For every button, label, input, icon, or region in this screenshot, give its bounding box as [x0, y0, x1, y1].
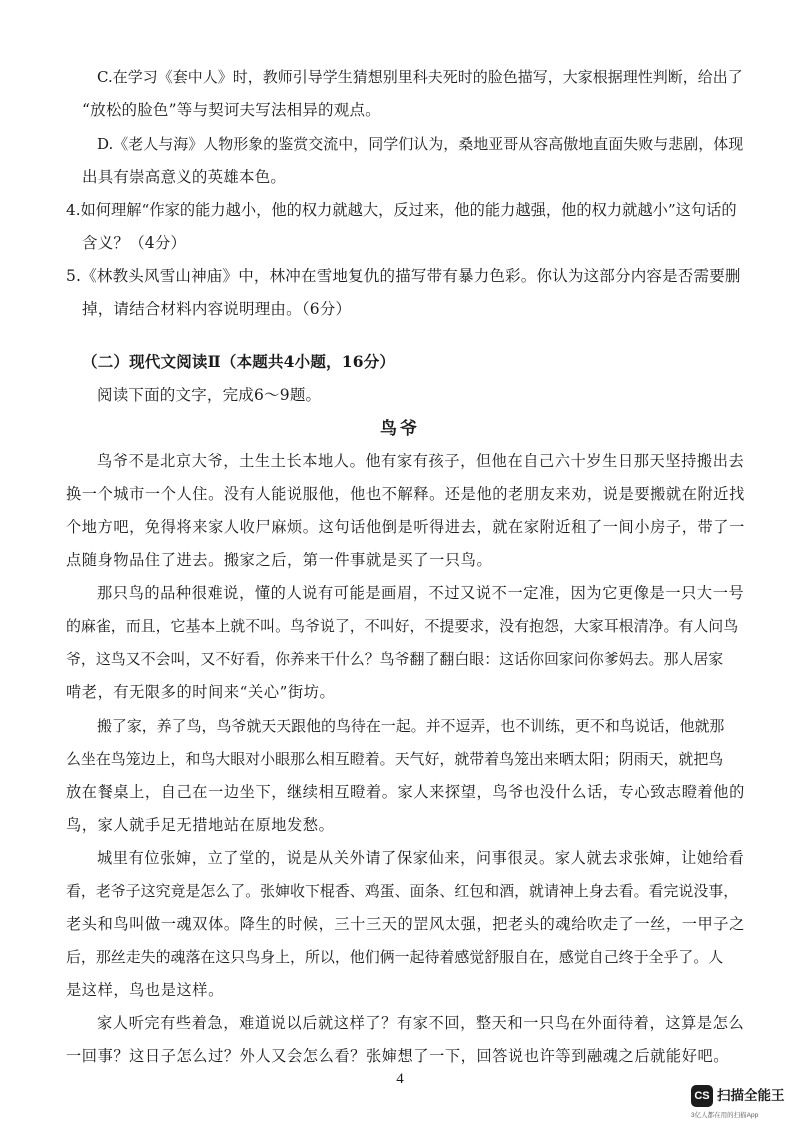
story-line: 一回事？这日子怎么过？外人又会怎么看？张婶想了一下，回答说也许等到融魂之后就能好吧。 [66, 1047, 730, 1065]
story-line: 看，老爷子这究竟是怎么了。张婶收下棍香、鸡蛋、面条、红包和酒，就请神上身去看。看完说没事， [66, 882, 739, 900]
story-line: 鸟，家人就手足无措地站在原地发愁。 [66, 816, 335, 834]
story-line: 放在餐桌上，自己在一边坐下，继续相互瞪着。家人来探望，鸟爷也没什么话，专心致志瞪着他的 [66, 783, 745, 801]
story-line: 老头和鸟叫做一魂双体。降生的时候，三十三天的罡风太强，把老头的魂给吹走了一丝，一甲子之 [66, 915, 745, 933]
story-line: 的麻雀，而且，它基本上就不叫。鸟爷说了，不叫好，不提要求，没有抱怨，大家耳根清净。有人问鸟 [66, 617, 739, 635]
story-line: 啃老，有无限多的时间来“关心”街坊。 [66, 683, 336, 701]
story-line: 换一个城市一个人住。没有人能说服他，他也不解释。还是他的老朋友来劝，说是要搬就在附近找 [66, 485, 745, 503]
page-number: 4 [396, 1071, 404, 1087]
option-d-line-1: D.《老人与海》人物形象的鉴赏交流中，同学们认为，桑地亚哥从容高傲地直面失败与悲剧，体现 [97, 135, 744, 153]
story-line: 城里有位张婶，立了堂的，说是从关外请了保家仙来，问事很灵。家人就去求张婶，让她给看 [97, 849, 745, 867]
section-heading: （二）现代文阅读Ⅱ（本题共4小题，16分） [82, 352, 396, 371]
question-5-line-1: 5.《林教头风雪山神庙》中，林冲在雪地复仇的描写带有暴力色彩。你认为这部分内容是否需要删 [66, 267, 741, 285]
story-line: 个地方吧，免得将来家人收尸麻烦。这句话他倒是听得进去，就在家附近租了一间小房子，带了一 [66, 518, 745, 536]
story-line: 后，那丝走失的魂落在这只鸟身上，所以，他们俩一起待着感觉舒服自在，感觉自己终于全乎了。人 [66, 948, 724, 966]
cs-logo-icon: CS [691, 1085, 713, 1107]
question-4-line-2: 含义？（4分） [82, 234, 187, 252]
option-c-line-1: C.在学习《套中人》时，教师引导学生猜想别里科夫死时的脸色描写，大家根据理性判断，给出了 [97, 68, 743, 86]
question-5-line-2: 掉，请结合材料内容说明理由。（6分） [82, 300, 352, 318]
brand-tagline: 3亿人都在用的扫描App [691, 1112, 759, 1119]
story-line: 爷，这鸟又不会叫，又不好看，你养来干什么？鸟爷翻了翻白眼：这话你回家问你爹妈去。那人居家 [66, 650, 724, 668]
story-line: 是这样，鸟也是这样。 [66, 981, 224, 999]
scanner-watermark [691, 1085, 800, 1125]
option-d-line-2: 出具有崇高意义的英雄本色。 [82, 168, 287, 186]
brand-name: 扫描全能王 [717, 1088, 785, 1103]
question-4-line-1: 4.如何理解“作家的能力越小，他的权力就越大，反过来，他的能力越强，他的权力就越小”这句话的 [66, 201, 737, 219]
story-line: 家人听完有些着急，难道说以后就这样了？有家不回，整天和一只鸟在外面待着，这算是怎么 [97, 1014, 745, 1032]
story-line: 搬了家，养了鸟，鸟爷就天天跟他的鸟待在一起。并不逗弄，也不训练，更不和鸟说话，他就那 [97, 717, 725, 735]
section-instruction: 阅读下面的文字，完成6～9题。 [97, 386, 322, 404]
story-line: 鸟爷不是北京大爷，土生土长本地人。他有家有孩子，但他在自己六十岁生日那天坚持搬出去 [97, 452, 745, 470]
story-line: 那只鸟的品种很难说，懂的人说有可能是画眉，不过又说不一定准，因为它更像是一只大一号 [97, 584, 745, 602]
option-c-line-2: “放松的脸色”等与契诃夫写法相异的观点。 [82, 101, 381, 119]
story-line: 么坐在鸟笼边上，和鸟大眼对小眼那么相互瞪着。天气好，就带着鸟笼出来晒太阳；阴雨天，就把鸟 [66, 750, 724, 768]
story-title: 鸟爷 [380, 419, 420, 439]
story-line: 点随身物品住了进去。搬家之后，第一件事就是买了一只鸟。 [66, 551, 493, 569]
